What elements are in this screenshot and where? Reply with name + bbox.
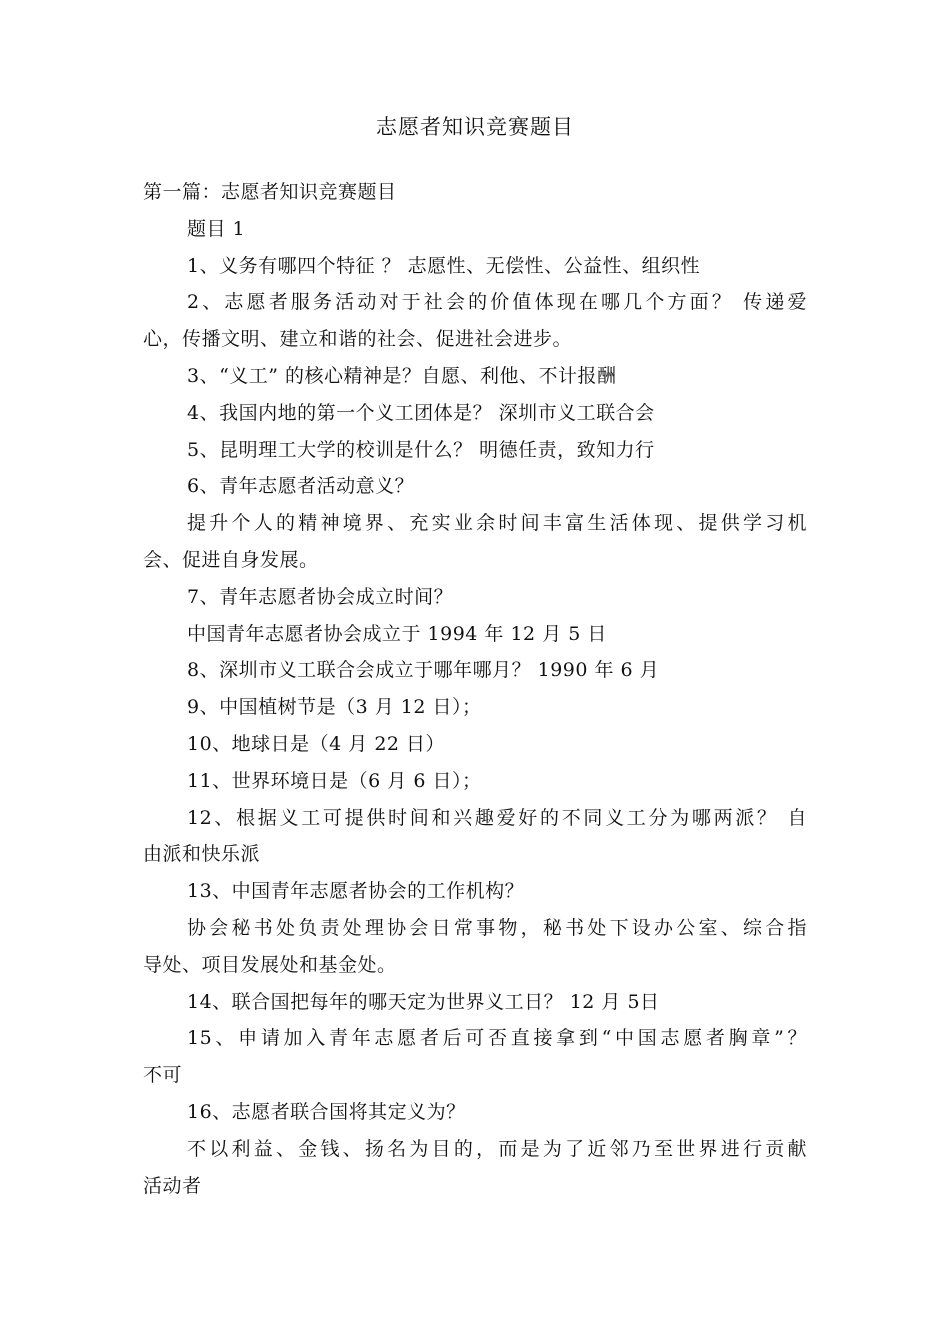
text-line: 5、昆明理工大学的校训是什么？ 明德任责，致知力行 (187, 438, 655, 461)
text-line: 3、“义工” 的核心精神是？自愿、利他、不计报酬 (187, 364, 617, 387)
text-line: 提升个人的精神境界、充实业余时间丰富生活体现、提供学习机 (187, 512, 807, 535)
text-line: 6、青年志愿者活动意义？ (187, 475, 415, 498)
text-line: 2、志愿者服务活动对于社会的价值体现在哪几个方面？ 传递爱 (187, 291, 807, 314)
text-line: 7、青年志愿者协会成立时间？ (187, 585, 454, 608)
text-line: 协会秘书处负责处理协会日常事物，秘书处下设办公室、综合指 (187, 916, 807, 939)
text-line: 10、地球日是（4 月 22 日） (187, 732, 446, 755)
text-line: 中国青年志愿者协会成立于 1994 年 12 月 5 日 (187, 622, 607, 645)
text-line: 不可 (143, 1064, 183, 1087)
text-line: 16、志愿者联合国将其定义为？ (187, 1100, 466, 1123)
document-title: 志愿者知识竞赛题目 (376, 115, 574, 139)
document-body (143, 174, 807, 1204)
text-line: 会、促进自身发展。 (143, 548, 319, 571)
text-line: 活动者 (143, 1174, 202, 1197)
text-line: 8、深圳市义工联合会成立于哪年哪月？ 1990 年 6 月 (187, 659, 660, 682)
text-line: 13、中国青年志愿者协会的工作机构？ (187, 880, 525, 903)
text-line: 不以利益、金钱、扬名为目的，而是为了近邻乃至世界进行贡献 (187, 1137, 807, 1160)
text-line: 心，传播文明、建立和谐的社会、促进社会进步。 (143, 328, 573, 351)
text-line: 导处、项目发展处和基金处。 (143, 953, 397, 976)
text-line: 1、义务有哪四个特征 ？ 志愿性、无偿性、公益性、组织性 (187, 254, 701, 277)
text-line: 由派和快乐派 (143, 843, 261, 866)
text-line: 第一篇：志愿者知识竞赛题目 (143, 181, 397, 203)
text-line: 14、联合国把每年的哪天定为世界义工日？ 12 月 5日 (187, 990, 660, 1013)
text-line: 题目 1 (187, 217, 246, 240)
text-line: 11、世界环境日是（6 月 6 日）； (187, 769, 482, 792)
text-line: 15、申请加入青年志愿者后可否直接拿到“中国志愿者胸章”？ (187, 1027, 807, 1050)
text-line: 12、根据义工可提供时间和兴趣爱好的不同义工分为哪两派？ 自 (187, 806, 807, 829)
text-line: 4、我国内地的第一个义工团体是？ 深圳市义工联合会 (187, 401, 655, 424)
text-line: 9、中国植树节是（3 月 12 日）； (187, 696, 482, 719)
